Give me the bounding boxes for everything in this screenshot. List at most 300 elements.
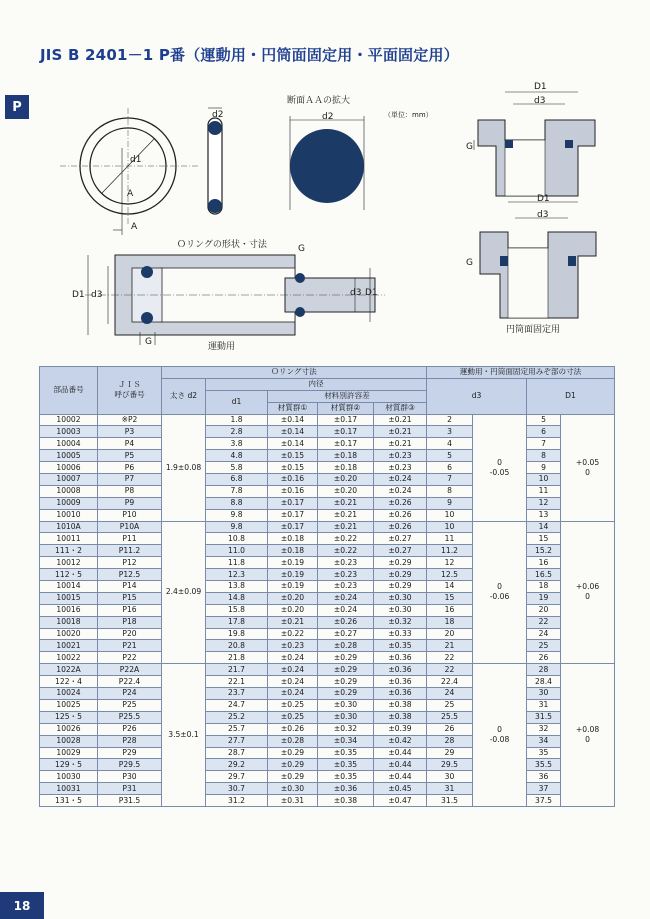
- table-row: [40, 592, 615, 604]
- header-big-d1: D1: [527, 378, 615, 414]
- cell-d3: 31.5: [427, 795, 473, 807]
- cell-tol-3: ±0.27: [374, 533, 427, 545]
- page-number: 18: [0, 892, 44, 919]
- cell-big-d1: 36: [527, 771, 561, 783]
- cell-tol-2: ±0.35: [318, 771, 374, 783]
- label-big-d1b: D1: [365, 288, 378, 298]
- cell-part-number: 129・5: [40, 759, 98, 771]
- cell-jis: P12.5: [98, 569, 162, 581]
- right-label-d3: d3: [534, 96, 546, 106]
- cell-tol-3: ±0.45: [374, 783, 427, 795]
- right-label-g: G: [466, 142, 473, 152]
- footer-band: [44, 892, 650, 919]
- cell-part-number: 10009: [40, 497, 98, 509]
- cell-tol-1: ±0.24: [268, 652, 318, 664]
- cell-part-number: 10022: [40, 652, 98, 664]
- cell-d3: 22: [427, 652, 473, 664]
- table-row: [40, 474, 615, 486]
- cell-part-number: 1022A: [40, 664, 98, 676]
- cell-tol-2: ±0.36: [318, 783, 374, 795]
- cell-jis: P30: [98, 771, 162, 783]
- cell-part-number: 10010: [40, 509, 98, 521]
- cell-tol-1: ±0.24: [268, 688, 318, 700]
- right-label-d1: D1: [534, 82, 547, 92]
- cell-tol-3: ±0.36: [374, 652, 427, 664]
- cell-part-number: 10015: [40, 592, 98, 604]
- cell-big-d1: 34: [527, 735, 561, 747]
- cell-jis: P16: [98, 604, 162, 616]
- table-row: [40, 688, 615, 700]
- table-row: [40, 628, 615, 640]
- cell-jis: P7: [98, 474, 162, 486]
- cell-tol-3: ±0.24: [374, 485, 427, 497]
- cell-d1: 25.2: [206, 711, 268, 723]
- cell-d1: 22.1: [206, 676, 268, 688]
- cell-jis: P15: [98, 592, 162, 604]
- cell-tol-1: ±0.19: [268, 581, 318, 593]
- cell-part-number: 10004: [40, 438, 98, 450]
- table-row: [40, 795, 615, 807]
- table-row: [40, 783, 615, 795]
- cell-d3: 25.5: [427, 711, 473, 723]
- spec-table-body: [40, 414, 615, 806]
- cell-big-d1: 35: [527, 747, 561, 759]
- cell-tol-1: ±0.17: [268, 497, 318, 509]
- cell-part-number: 131・5: [40, 795, 98, 807]
- cell-tol-1: ±0.29: [268, 759, 318, 771]
- cell-d1: 14.8: [206, 592, 268, 604]
- cell-big-d1: 11: [527, 485, 561, 497]
- table-row: [40, 450, 615, 462]
- cell-tol-1: ±0.29: [268, 747, 318, 759]
- cell-d1: 9.8: [206, 521, 268, 533]
- header-part-number: 部品番号: [40, 367, 98, 415]
- cell-jis: P21: [98, 640, 162, 652]
- cell-tol-2: ±0.21: [318, 497, 374, 509]
- cell-tol-3: ±0.21: [374, 438, 427, 450]
- cell-big-d1: 12: [527, 497, 561, 509]
- cell-part-number: 10003: [40, 426, 98, 438]
- cell-big-d1: 31: [527, 699, 561, 711]
- cell-tol-1: ±0.15: [268, 450, 318, 462]
- cell-d3: 22.4: [427, 676, 473, 688]
- header-inner-diameter: 内径: [206, 378, 427, 390]
- cell-tol-1: ±0.22: [268, 628, 318, 640]
- table-row: [40, 426, 615, 438]
- label-big-d1: D1: [72, 290, 85, 300]
- cell-big-d1-tolerance: +0.06 0: [561, 521, 615, 664]
- cell-tol-1: ±0.18: [268, 533, 318, 545]
- table-row: [40, 747, 615, 759]
- motion-assembly-view: [85, 255, 385, 345]
- cell-tol-1: ±0.31: [268, 795, 318, 807]
- cell-jis: P6: [98, 462, 162, 474]
- cell-tol-2: ±0.38: [318, 795, 374, 807]
- header-material-1: 材質群①: [268, 402, 318, 414]
- cell-d1: 21.7: [206, 664, 268, 676]
- cell-tol-1: ±0.23: [268, 640, 318, 652]
- unit-label: （単位：mm）: [384, 111, 433, 119]
- cell-tol-2: ±0.29: [318, 664, 374, 676]
- header-groove-dims: 運動用・円筒面固定用みぞ部の寸法: [427, 367, 615, 379]
- cell-d1: 29.7: [206, 771, 268, 783]
- cell-d3: 2: [427, 414, 473, 426]
- right2-label-g: G: [466, 258, 473, 268]
- cell-big-d1: 7: [527, 438, 561, 450]
- table-row: [40, 699, 615, 711]
- cell-tol-3: ±0.26: [374, 497, 427, 509]
- cell-jis: P24: [98, 688, 162, 700]
- table-row: [40, 735, 615, 747]
- cell-big-d1: 25: [527, 640, 561, 652]
- cell-d1: 4.8: [206, 450, 268, 462]
- cell-jis: P22: [98, 652, 162, 664]
- groove-detail-upper: [474, 92, 595, 196]
- cell-big-d1: 37: [527, 783, 561, 795]
- cell-tol-1: ±0.20: [268, 604, 318, 616]
- cell-tol-3: ±0.38: [374, 711, 427, 723]
- cell-d1: 9.8: [206, 509, 268, 521]
- cell-d3: 12.5: [427, 569, 473, 581]
- cell-big-d1: 32: [527, 723, 561, 735]
- cell-part-number: 10011: [40, 533, 98, 545]
- cell-part-number: 10030: [40, 771, 98, 783]
- section-tab: P: [5, 95, 29, 119]
- diagram-drawing: [0, 0, 650, 360]
- cell-d3: 11.2: [427, 545, 473, 557]
- cell-d3: 11: [427, 533, 473, 545]
- cell-tol-3: ±0.35: [374, 640, 427, 652]
- cell-tol-3: ±0.36: [374, 664, 427, 676]
- cell-tol-3: ±0.33: [374, 628, 427, 640]
- cell-big-d1: 37.5: [527, 795, 561, 807]
- cell-big-d1: 6: [527, 426, 561, 438]
- section-d2: d2: [322, 112, 334, 122]
- cell-tol-3: ±0.23: [374, 450, 427, 462]
- cell-tol-2: ±0.35: [318, 747, 374, 759]
- cylinder-caption: 円筒面固定用: [506, 325, 561, 335]
- cell-tol-2: ±0.29: [318, 688, 374, 700]
- cell-tol-1: ±0.18: [268, 545, 318, 557]
- table-row: [40, 497, 615, 509]
- cell-big-d1: 16.5: [527, 569, 561, 581]
- cell-tol-2: ±0.30: [318, 699, 374, 711]
- cell-tol-1: ±0.28: [268, 735, 318, 747]
- cell-tol-1: ±0.16: [268, 474, 318, 486]
- cell-jis: P31: [98, 783, 162, 795]
- cell-d3: 22: [427, 664, 473, 676]
- cell-jis: P25.5: [98, 711, 162, 723]
- cell-tol-2: ±0.20: [318, 485, 374, 497]
- cell-tol-3: ±0.26: [374, 521, 427, 533]
- cell-tol-3: ±0.23: [374, 462, 427, 474]
- label-a2: A: [131, 222, 138, 232]
- cell-d1: 2.8: [206, 426, 268, 438]
- table-row: [40, 640, 615, 652]
- cell-d1: 1.8: [206, 414, 268, 426]
- label-a: A: [127, 189, 134, 199]
- cell-d3-tolerance: 0 -0.06: [473, 521, 527, 664]
- cell-part-number: 10025: [40, 699, 98, 711]
- cell-d1: 10.8: [206, 533, 268, 545]
- cell-tol-1: ±0.21: [268, 616, 318, 628]
- cell-d1: 3.8: [206, 438, 268, 450]
- cell-part-number: 10007: [40, 474, 98, 486]
- header-material-2: 材質群②: [318, 402, 374, 414]
- cell-big-d1: 20: [527, 604, 561, 616]
- cell-part-number: 10006: [40, 462, 98, 474]
- cell-d3: 20: [427, 628, 473, 640]
- cell-tol-1: ±0.15: [268, 462, 318, 474]
- motion-caption: 運動用: [208, 342, 236, 352]
- cell-d3: 15: [427, 592, 473, 604]
- cell-tol-1: ±0.29: [268, 771, 318, 783]
- oring-front-view: [60, 108, 200, 235]
- cell-tol-3: ±0.29: [374, 557, 427, 569]
- table-row: [40, 438, 615, 450]
- cell-big-d1: 15: [527, 533, 561, 545]
- cell-big-d1-tolerance: +0.05 0: [561, 414, 615, 521]
- cell-tol-3: ±0.26: [374, 509, 427, 521]
- header-oring-dims: Ｏリング寸法: [162, 367, 427, 379]
- cell-jis: P11.2: [98, 545, 162, 557]
- cell-jis: P22A: [98, 664, 162, 676]
- cell-d3: 14: [427, 581, 473, 593]
- page-title: JIS B 2401－1 P番（運動用・円筒面固定用・平面固定用）: [40, 46, 459, 64]
- cell-d3: 16: [427, 604, 473, 616]
- cell-part-number: 112・5: [40, 569, 98, 581]
- cell-tol-2: ±0.22: [318, 533, 374, 545]
- cell-d3: 4: [427, 438, 473, 450]
- cell-big-d1: 15.2: [527, 545, 561, 557]
- cell-big-d1: 18: [527, 581, 561, 593]
- cell-part-number: 10018: [40, 616, 98, 628]
- label-d2: d2: [212, 110, 224, 120]
- cell-d3: 10: [427, 509, 473, 521]
- cell-tol-3: ±0.44: [374, 771, 427, 783]
- cell-tol-3: ±0.47: [374, 795, 427, 807]
- cell-tol-2: ±0.30: [318, 711, 374, 723]
- table-row: [40, 521, 615, 533]
- label-d1: d1: [130, 155, 142, 165]
- cell-d3: 29.5: [427, 759, 473, 771]
- cell-tol-1: ±0.17: [268, 509, 318, 521]
- cell-big-d1: 26: [527, 652, 561, 664]
- cell-jis: P25: [98, 699, 162, 711]
- table-row: [40, 545, 615, 557]
- cell-big-d1: 19: [527, 592, 561, 604]
- cell-tol-2: ±0.17: [318, 414, 374, 426]
- cell-d1: 30.7: [206, 783, 268, 795]
- cell-d1: 27.7: [206, 735, 268, 747]
- header-material-3: 材質群③: [374, 402, 427, 414]
- cell-d1: 20.8: [206, 640, 268, 652]
- cell-jis: P20: [98, 628, 162, 640]
- cell-part-number: 125・5: [40, 711, 98, 723]
- cell-d1: 17.8: [206, 616, 268, 628]
- cell-d1: 12.3: [206, 569, 268, 581]
- cell-d3: 12: [427, 557, 473, 569]
- cell-tol-1: ±0.19: [268, 557, 318, 569]
- cell-part-number: 10028: [40, 735, 98, 747]
- cell-d1: 11.8: [206, 557, 268, 569]
- cell-tol-2: ±0.18: [318, 450, 374, 462]
- cell-tol-3: ±0.44: [374, 747, 427, 759]
- cell-d3: 18: [427, 616, 473, 628]
- cell-big-d1: 28.4: [527, 676, 561, 688]
- cell-big-d1: 14: [527, 521, 561, 533]
- cell-tol-2: ±0.26: [318, 616, 374, 628]
- cell-d3: 3: [427, 426, 473, 438]
- cell-tol-2: ±0.23: [318, 581, 374, 593]
- cell-jis: P18: [98, 616, 162, 628]
- table-row: [40, 771, 615, 783]
- cell-tol-2: ±0.20: [318, 474, 374, 486]
- table-row: [40, 569, 615, 581]
- cell-d3: 8: [427, 485, 473, 497]
- cell-d3-tolerance: 0 -0.05: [473, 414, 527, 521]
- cell-tol-2: ±0.27: [318, 628, 374, 640]
- cell-tol-2: ±0.29: [318, 652, 374, 664]
- cell-jis: P14: [98, 581, 162, 593]
- cell-d1: 8.8: [206, 497, 268, 509]
- cell-tol-3: ±0.21: [374, 414, 427, 426]
- cell-jis: P5: [98, 450, 162, 462]
- header-tolerance: 材料別許容差: [268, 390, 427, 402]
- cell-tol-3: ±0.44: [374, 759, 427, 771]
- cell-d1: 7.8: [206, 485, 268, 497]
- table-row: [40, 557, 615, 569]
- cell-part-number: 10021: [40, 640, 98, 652]
- label-d3b: d3: [350, 288, 362, 298]
- cell-d1: 15.8: [206, 604, 268, 616]
- label-g: G: [298, 244, 305, 254]
- cell-tol-2: ±0.21: [318, 509, 374, 521]
- cell-tol-3: ±0.29: [374, 581, 427, 593]
- cell-part-number: 10005: [40, 450, 98, 462]
- cell-d3: 7: [427, 474, 473, 486]
- cell-tol-3: ±0.29: [374, 569, 427, 581]
- table-row: [40, 581, 615, 593]
- table-row: [40, 652, 615, 664]
- right2-label-d3: d3: [537, 210, 549, 220]
- cell-tol-2: ±0.34: [318, 735, 374, 747]
- cell-tol-2: ±0.35: [318, 759, 374, 771]
- cell-big-d1: 24: [527, 628, 561, 640]
- table-row: [40, 533, 615, 545]
- cell-part-number: 10024: [40, 688, 98, 700]
- cell-tol-1: ±0.25: [268, 699, 318, 711]
- cell-tol-1: ±0.19: [268, 569, 318, 581]
- cell-tol-3: ±0.39: [374, 723, 427, 735]
- cell-big-d1: 9: [527, 462, 561, 474]
- cell-tol-1: ±0.14: [268, 438, 318, 450]
- cell-d1: 21.8: [206, 652, 268, 664]
- label-g2: G: [145, 337, 152, 347]
- label-d3: d3: [91, 290, 103, 300]
- cell-tol-2: ±0.23: [318, 557, 374, 569]
- cell-tol-2: ±0.17: [318, 438, 374, 450]
- cell-d3: 10: [427, 521, 473, 533]
- cell-d1: 6.8: [206, 474, 268, 486]
- table-row: [40, 485, 615, 497]
- cell-thickness: 2.4±0.09: [162, 521, 206, 664]
- cell-jis: P8: [98, 485, 162, 497]
- cell-tol-1: ±0.17: [268, 521, 318, 533]
- cell-jis: P28: [98, 735, 162, 747]
- cell-tol-3: ±0.32: [374, 616, 427, 628]
- cell-tol-2: ±0.22: [318, 545, 374, 557]
- cell-d3: 26: [427, 723, 473, 735]
- cell-d1: 29.2: [206, 759, 268, 771]
- cell-tol-2: ±0.28: [318, 640, 374, 652]
- cell-jis: P9: [98, 497, 162, 509]
- cell-jis: P3: [98, 426, 162, 438]
- cell-d1: 11.0: [206, 545, 268, 557]
- spec-table: [39, 366, 615, 807]
- cell-big-d1: 8: [527, 450, 561, 462]
- cell-big-d1: 13: [527, 509, 561, 521]
- section-aa-view: [290, 116, 364, 210]
- cell-tol-2: ±0.24: [318, 592, 374, 604]
- cell-d1: 25.7: [206, 723, 268, 735]
- cell-part-number: 122・4: [40, 676, 98, 688]
- cell-tol-1: ±0.26: [268, 723, 318, 735]
- cell-d3: 24: [427, 688, 473, 700]
- cell-part-number: 1010A: [40, 521, 98, 533]
- cell-d3: 21: [427, 640, 473, 652]
- table-row: [40, 616, 615, 628]
- header-jis: ＪＩＳ 呼び番号: [98, 367, 162, 415]
- cell-tol-3: ±0.30: [374, 592, 427, 604]
- cell-big-d1: 10: [527, 474, 561, 486]
- cell-tol-1: ±0.24: [268, 664, 318, 676]
- table-row: [40, 711, 615, 723]
- cell-jis: P10: [98, 509, 162, 521]
- cell-tol-2: ±0.21: [318, 521, 374, 533]
- cell-jis: P29: [98, 747, 162, 759]
- cell-thickness: 3.5±0.1: [162, 664, 206, 807]
- cell-part-number: 111・2: [40, 545, 98, 557]
- cell-jis: P22.4: [98, 676, 162, 688]
- cell-d1: 13.8: [206, 581, 268, 593]
- shape-title: Ｏリングの形状・寸法: [177, 240, 267, 250]
- cell-jis: P29.5: [98, 759, 162, 771]
- cell-d1: 28.7: [206, 747, 268, 759]
- cell-big-d1: 30: [527, 688, 561, 700]
- cell-d3: 25: [427, 699, 473, 711]
- cell-d3: 31: [427, 783, 473, 795]
- cell-tol-2: ±0.18: [318, 462, 374, 474]
- cell-jis: P11: [98, 533, 162, 545]
- cell-tol-1: ±0.14: [268, 426, 318, 438]
- table-row: [40, 462, 615, 474]
- cell-d1: 19.8: [206, 628, 268, 640]
- cell-part-number: 10002: [40, 414, 98, 426]
- header-d1: d1: [206, 390, 268, 414]
- table-row: [40, 664, 615, 676]
- cell-tol-1: ±0.16: [268, 485, 318, 497]
- right2-label-d1: D1: [537, 194, 550, 204]
- cell-big-d1: 35.5: [527, 759, 561, 771]
- cell-tol-2: ±0.32: [318, 723, 374, 735]
- cell-tol-1: ±0.24: [268, 676, 318, 688]
- cell-d3: 30: [427, 771, 473, 783]
- header-d3: d3: [427, 378, 527, 414]
- cell-jis: P10A: [98, 521, 162, 533]
- cell-part-number: 10029: [40, 747, 98, 759]
- table-row: [40, 604, 615, 616]
